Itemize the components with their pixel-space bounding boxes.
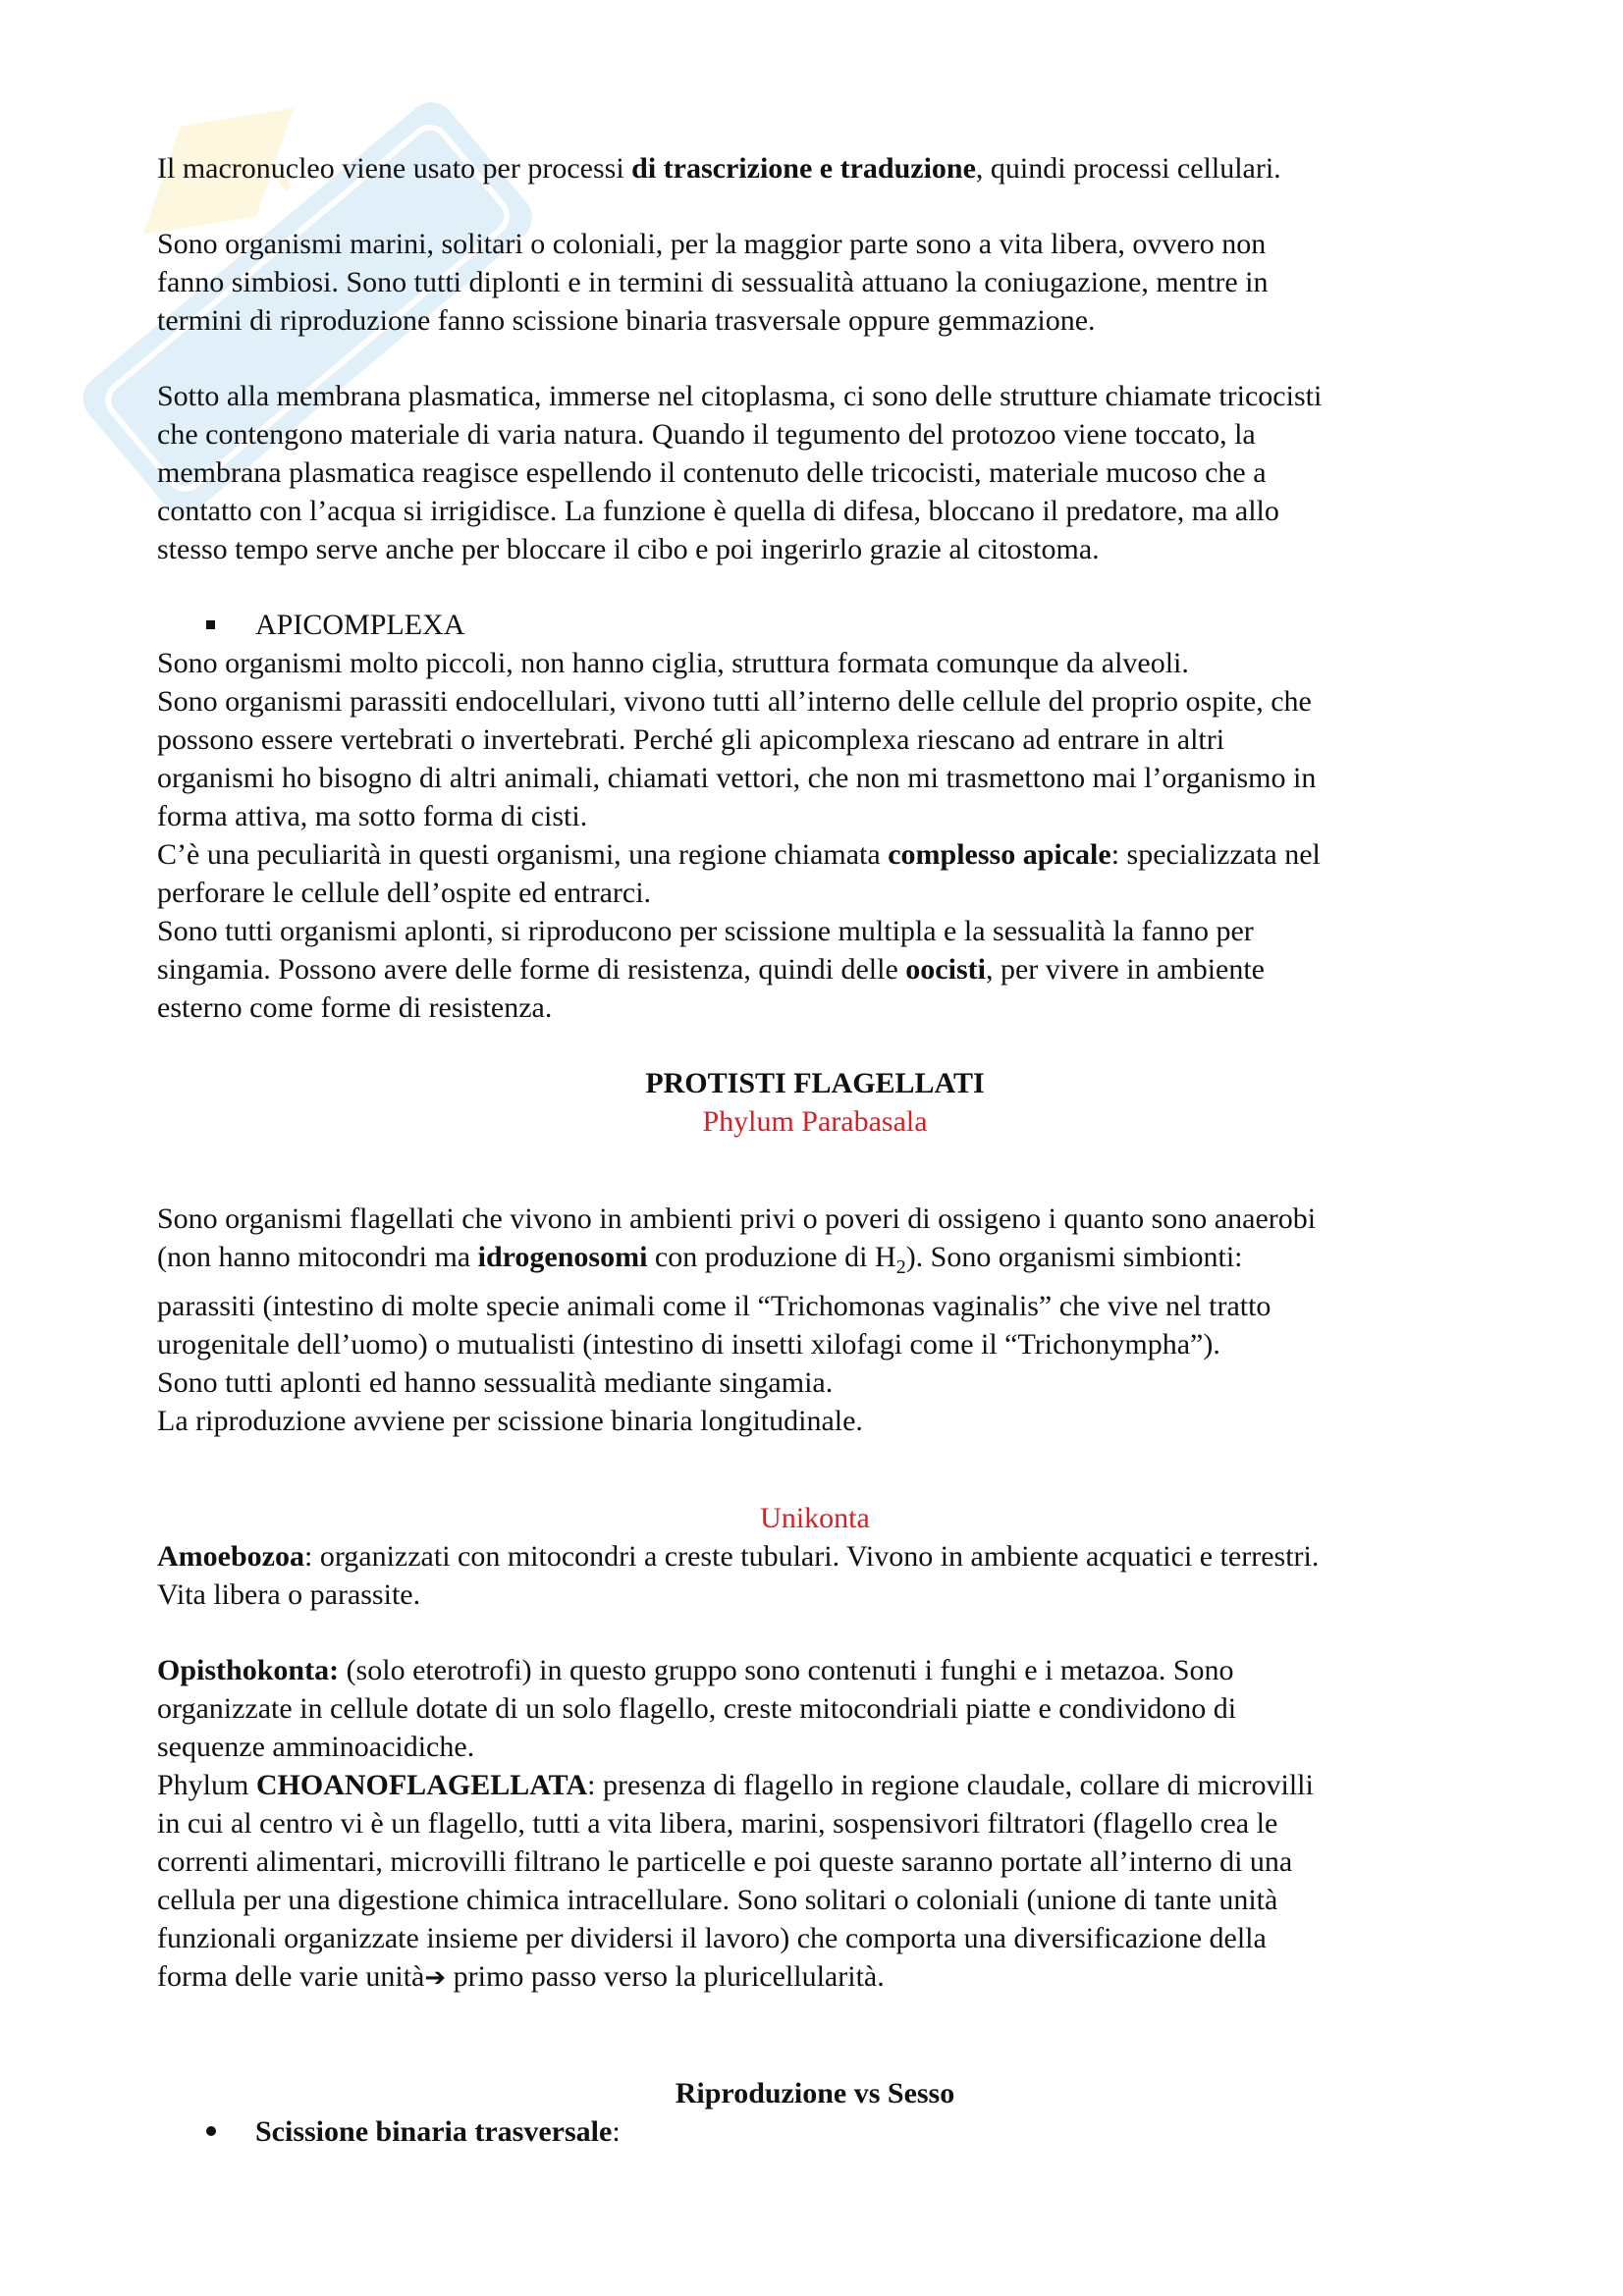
round-bullet-icon [206,2126,216,2136]
document-page [157,149,1473,2151]
bold-term-choanoflagellata: CHOANOFLAGELLATA [255,1769,588,1801]
paragraph-parabasala: Sono organismi flagellati che vivono in ambienti privi o poveri di ossigeno i quanto sono anaerobi (non hanno mitocondri ma idrogenosomi con produzione di $H_2$). Sono organismi simbionti: parassiti (intestino di molte specie animali come il “Trichomonas vaginalis” che vive nel tratto urogenitale dell’uomo) o mutualisti (intestino di insetti xilofagi come il “Trichonympha”). Sono tutti aplonti ed hanno sessualità mediante singamia. La riproduzione avviene per scissione binaria longitudinale. [157,1202,1317,1437]
paragraph-opisthokonta: Opisthokonta: (solo eterotrofi) in questo gruppo sono contenuti i funghi e i metazoa. Sono organizzate in cellule dotate di un solo flagello, creste mitocondriali piatte e condividono di sequenze amminoacidiche. Phylum CHOANOFLAGELLATA: presenza di flagello in regione claudale, collare di microvilli in cui al centro vi è un flagello, tutti a vita libera, marini, sospensivori filtratori (flagello crea le correnti alimentari, microvilli filtrano le particelle e poi queste saranno portate all’interno di una cellula per una digestione chimica intracellulare. Sono solitari o coloniali (unione di tante unità funzionali organizzate insieme per dividersi il lavoro) che comporta una diversificazione della forma delle varie unità➔ primo passo verso la pluricellularità. [157,1654,1314,1993]
paragraph-amoebozoa: Amoebozoa: organizzati con mitocondri a creste tubulari. Vivono in ambiente acquatici e terrestri. Vita libera o parassite. [157,1540,1320,1611]
bold-term-trascrizione: di trascrizione e traduzione [631,152,976,185]
section-title-unikonta: Unikonta [760,1502,870,1534]
bold-term-amoebozoa: Amoebozoa [157,1540,304,1573]
section-title-riproduzione: Riproduzione vs Sesso [675,2077,955,2109]
square-bullet-icon [206,620,215,629]
bold-term-oocisti: oocisti [905,953,986,986]
bold-term-complesso-apicale: complesso apicale [888,838,1111,871]
paragraph-organismi-marini: Sono organismi marini, solitari o coloniali, per la maggior parte sono a vita libera, ovvero non fanno simbiosi. Sono tutti diplonti e in termini di sessualità attuano la coniugazione, mentre in termini di riproduzione fanno scissione binaria trasversale oppure gemmazione. [157,228,1269,337]
bullet-scissione-binaria: Scissione binaria trasversale: [157,2112,1473,2151]
bold-term-idrogenosomi: idrogenosomi [477,1241,648,1273]
bold-term-opisthokonta: Opisthokonta: [157,1654,340,1686]
paragraph-tricocisti: Sotto alla membrana plasmatica, immerse nel citoplasma, ci sono delle strutture chiamate tricocisti che contengono materiale di varia natura. Quando il tegumento del protozoo viene toccato, la membrana plasmatica reagisce espellendo il contenuto delle tricocisti, materiale mucoso che a contatto con l’acqua si irrigidisce. La funzione è quella di difesa, bloccano il predatore, ma allo stesso tempo serve anche per bloccare il cibo e poi ingerirlo grazie al citostoma. [157,380,1323,565]
section-title-protisti-flagellati: PROTISTI FLAGELLATI [645,1067,985,1099]
paragraph-macronucleo: Il macronucleo viene usato per processi di trascrizione e traduzione, quindi processi cellulari. [157,152,1281,185]
section-subtitle-parabasala: Phylum Parabasala [702,1105,928,1138]
arrow-right-icon: ➔ [424,1963,447,1993]
paragraph-apicomplexa: Sono organismi molto piccoli, non hanno ciglia, struttura formata comunque da alveoli. Sono organismi parassiti endocellulari, vivono tutti all’interno delle cellule del proprio ospite, che possono essere vertebrati o invertebrati. Perché gli apicomplexa riescano ad entrare in altri organismi ho bisogno di altri animali, chiamati vettori, che non mi trasmettono mai l’organismo in forma attiva, ma sotto forma di cisti. C’è una peculiarità in questi organismi, una regione chiamata complesso apicale: specializzata nel perforare le cellule dell’ospite ed entrarci. Sono tutti organismi aplonti, si riproducono per scissione multipla e la sessualità la fanno per singamia. Possono avere delle forme di resistenza, quindi delle oocisti, per vivere in ambiente esterno come forme di resistenza. [157,647,1321,1024]
bullet-apicomplexa: APICOMPLEXA [157,606,1473,644]
